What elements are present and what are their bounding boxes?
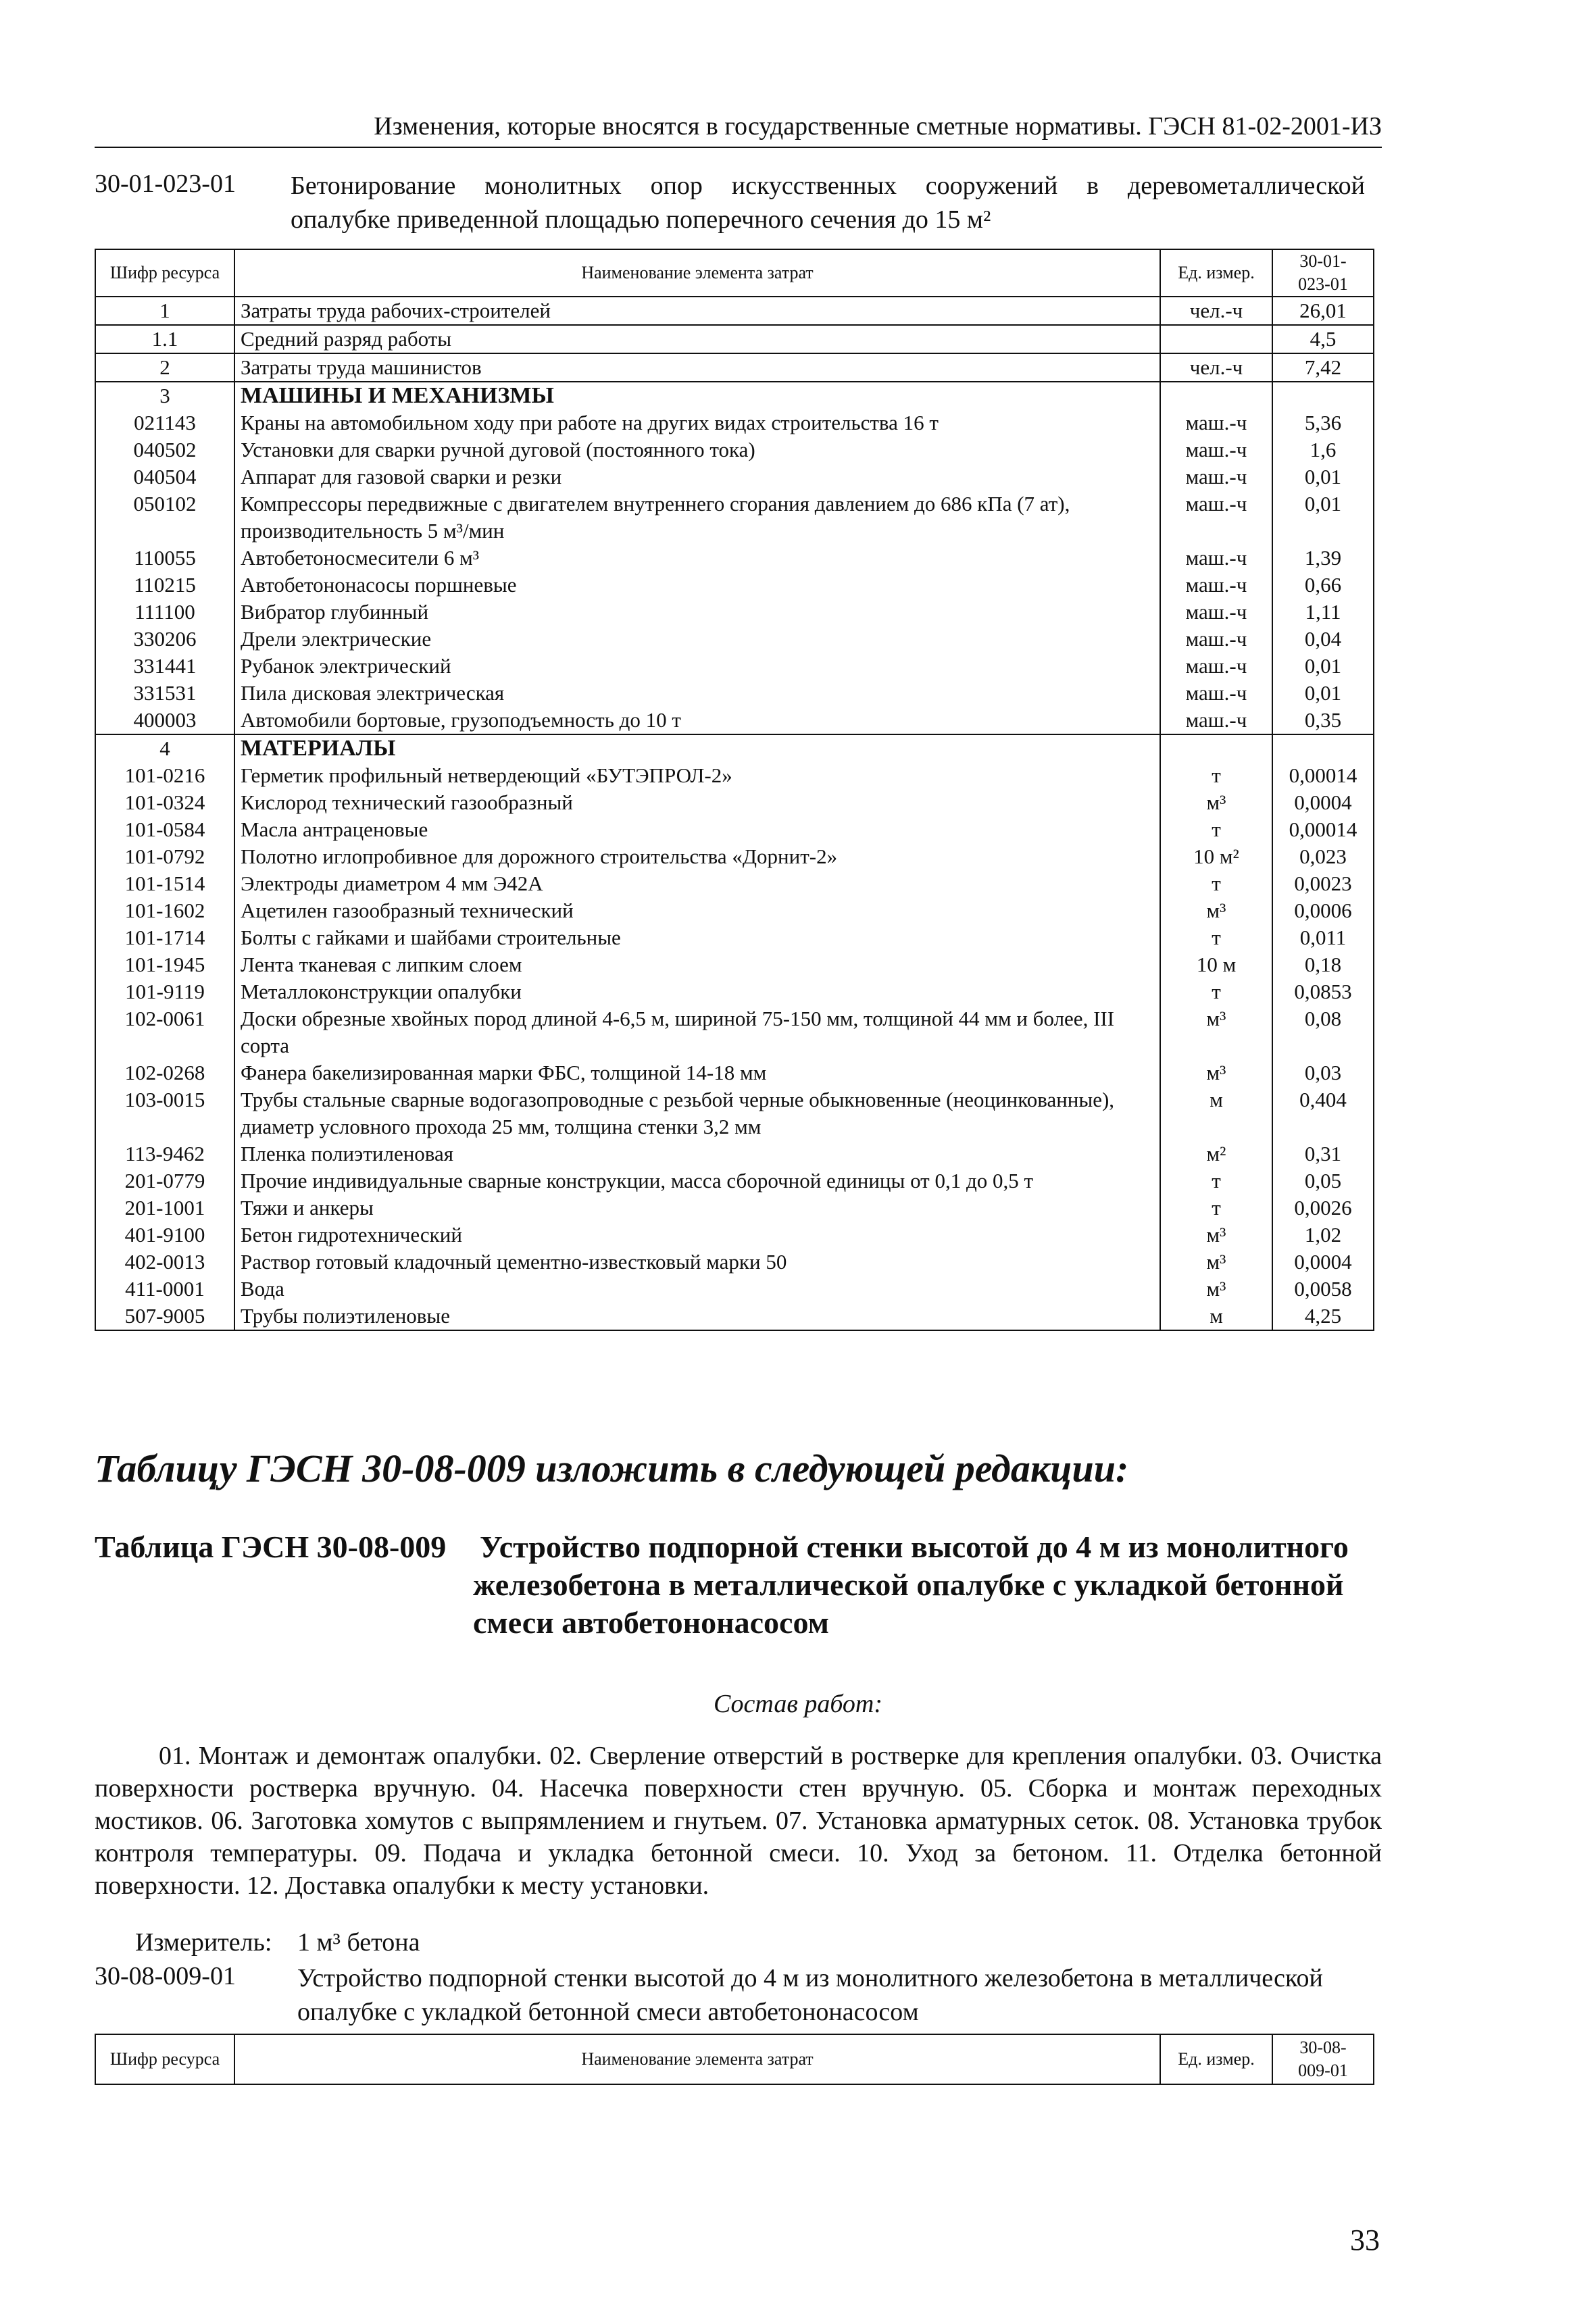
col-header-value: [1272, 249, 1374, 297]
cell-unit: т: [1160, 1194, 1272, 1222]
cell-value: 4,5: [1272, 325, 1374, 353]
cell-name: Рубанок электрический: [234, 653, 1160, 680]
table-row: [95, 1222, 1374, 1249]
cell-value: 0,18: [1272, 951, 1374, 978]
cell-name: Лента тканевая с липким слоем: [234, 951, 1160, 978]
norm1-description-line1: Бетонирование монолитных опор искусственных сооружений в деревометаллической: [291, 172, 1365, 200]
col-header-value-line1: 30-01-: [1299, 251, 1347, 271]
cell-value: 1,39: [1272, 545, 1374, 572]
norm2-code: 30-08-009-01: [95, 1962, 236, 1990]
cell-name: Металлоконструкции опалубки: [234, 978, 1160, 1005]
cell-code: 040504: [95, 463, 234, 491]
cell-code: 101-0584: [95, 816, 234, 843]
cell-code: 101-1714: [95, 924, 234, 951]
cell-unit: т: [1160, 870, 1272, 897]
table2-title-prefix: Таблица ГЭСН 30-08-009: [95, 1530, 447, 1564]
table-row: [95, 734, 1374, 762]
cell-value: 0,08: [1272, 1005, 1374, 1059]
cell-value: [1272, 734, 1374, 762]
table-row: [95, 789, 1374, 816]
t2-col-header-code: Шифр ресурса: [95, 2034, 234, 2084]
table-row: [95, 1140, 1374, 1167]
cell-code: 113-9462: [95, 1140, 234, 1167]
cell-unit: м²: [1160, 1140, 1272, 1167]
cell-code: 331531: [95, 680, 234, 707]
meter-value: 1 м³ бетона: [297, 1928, 420, 1957]
table-row: [95, 1194, 1374, 1222]
cell-code: 507-9005: [95, 1303, 234, 1330]
cell-name: Кислород технический газообразный: [234, 789, 1160, 816]
cell-code: 110055: [95, 545, 234, 572]
cell-code: 101-0792: [95, 843, 234, 870]
cell-name: Прочие индивидуальные сварные конструкции, масса сборочной единицы от 0,1 до 0,5 т: [234, 1167, 1160, 1194]
cell-value: 0,03: [1272, 1059, 1374, 1086]
cell-name: Доски обрезные хвойных пород длиной 4-6,5 м, шириной 75-150 мм, толщиной 44 мм и более, III сорта: [234, 1005, 1160, 1059]
norm2-description-line2: опалубке с укладкой бетонной смеси автобетононасосом: [297, 1998, 919, 2026]
cell-value: 7,42: [1272, 353, 1374, 382]
cell-name: Установки для сварки ручной дуговой (постоянного тока): [234, 436, 1160, 463]
cell-name: Дрели электрические: [234, 626, 1160, 653]
cell-unit: т: [1160, 1167, 1272, 1194]
cell-value: 0,0058: [1272, 1276, 1374, 1303]
cell-name: Масла антраценовые: [234, 816, 1160, 843]
table-row: [95, 463, 1374, 491]
cell-code: 101-1602: [95, 897, 234, 924]
cell-unit: м³: [1160, 1249, 1272, 1276]
table-row: [95, 653, 1374, 680]
cell-code: 101-1945: [95, 951, 234, 978]
cell-code: 111100: [95, 599, 234, 626]
cell-unit: маш.-ч: [1160, 545, 1272, 572]
cell-code: 1: [95, 297, 234, 325]
cell-name: Средний разряд работы: [234, 325, 1160, 353]
cell-name: МАШИНЫ И МЕХАНИЗМЫ: [234, 382, 1160, 409]
table-row: [95, 325, 1374, 353]
cell-unit: м³: [1160, 1005, 1272, 1059]
norm2-description-line1: Устройство подпорной стенки высотой до 4 м из монолитного железобетона в металлической: [297, 1964, 1323, 1992]
cell-unit: чел.-ч: [1160, 297, 1272, 325]
instruction-title: Таблицу ГЭСН 30-08-009 изложить в следующей редакции:: [95, 1447, 1129, 1490]
cell-name: Автобетононасосы поршневые: [234, 572, 1160, 599]
cell-value: 0,0026: [1272, 1194, 1374, 1222]
cell-value: 0,023: [1272, 843, 1374, 870]
cell-code: 4: [95, 734, 234, 762]
norm1-description-line2: опалубке приведенной площадью поперечного сечения до 15 м²: [291, 205, 991, 234]
cell-unit: м³: [1160, 1059, 1272, 1086]
table-row: [95, 816, 1374, 843]
cell-name: Вода: [234, 1276, 1160, 1303]
cell-value: 0,0004: [1272, 1249, 1374, 1276]
table-row: [95, 1303, 1374, 1330]
cell-value: 4,25: [1272, 1303, 1374, 1330]
cell-unit: чел.-ч: [1160, 353, 1272, 382]
cell-code: 331441: [95, 653, 234, 680]
cell-unit: м³: [1160, 1222, 1272, 1249]
cell-unit: м³: [1160, 1276, 1272, 1303]
cell-name: Фанера бакелизированная марки ФБС, толщиной 14-18 мм: [234, 1059, 1160, 1086]
cell-value: 26,01: [1272, 297, 1374, 325]
cell-code: 101-0324: [95, 789, 234, 816]
cell-name: Бетон гидротехнический: [234, 1222, 1160, 1249]
cell-unit: т: [1160, 762, 1272, 789]
cell-value: 0,404: [1272, 1086, 1374, 1140]
cell-name: Краны на автомобильном ходу при работе на других видах строительства 16 т: [234, 409, 1160, 436]
cell-unit: маш.-ч: [1160, 463, 1272, 491]
cell-unit: маш.-ч: [1160, 409, 1272, 436]
meter-label: Измеритель:: [135, 1928, 272, 1957]
col-header-code: Шифр ресурса: [95, 249, 234, 297]
cell-value: 0,00014: [1272, 816, 1374, 843]
cell-unit: маш.-ч: [1160, 572, 1272, 599]
cell-code: 040502: [95, 436, 234, 463]
table-row: [95, 409, 1374, 436]
cell-value: 0,0004: [1272, 789, 1374, 816]
cell-name: Аппарат для газовой сварки и резки: [234, 463, 1160, 491]
cell-code: 330206: [95, 626, 234, 653]
works-list: 01. Монтаж и демонтаж опалубки. 02. Сверление отверстий в ростверке для крепления опалубки. 03. Очистка поверхности ростверка вручную. 04. Насечка поверхности стен вручную. 05. Сборка и монтаж переходных мостиков. 06. Заготовка хомутов с выпрямлением и гнутьем. 07. Установка арматурных сеток. 08. Установка трубок контроля температуры. 09. Подача и укладка бетонной смеси. 10. Уход за бетоном. 11. Отделка бетонной поверхности. 12. Доставка опалубки к месту установки.: [95, 1742, 1382, 1900]
cell-code: 101-0216: [95, 762, 234, 789]
cell-name: Раствор готовый кладочный цементно-известковый марки 50: [234, 1249, 1160, 1276]
cell-value: 0,66: [1272, 572, 1374, 599]
cell-unit: м³: [1160, 897, 1272, 924]
table-row: [95, 1005, 1374, 1059]
table-row: [95, 707, 1374, 734]
cell-value: 0,00014: [1272, 762, 1374, 789]
table-row: [95, 680, 1374, 707]
cell-unit: [1160, 325, 1272, 353]
cell-name: Компрессоры передвижные с двигателем внутреннего сгорания давлением до 686 кПа (7 ат), производительность 5 м³/мин: [234, 491, 1160, 545]
table2-title-line2: железобетона в металлической опалубке с укладкой бетонной: [473, 1567, 1344, 1602]
cell-value: 0,01: [1272, 463, 1374, 491]
cell-name: Электроды диаметром 4 мм Э42А: [234, 870, 1160, 897]
table-row: [95, 626, 1374, 653]
cell-code: 102-0061: [95, 1005, 234, 1059]
cell-name: Трубы стальные сварные водогазопроводные с резьбой черные обыкновенные (неоцинкованные), диаметр условного прохода 25 мм, толщина стенки 3,2 мм: [234, 1086, 1160, 1140]
cell-name: Вибратор глубинный: [234, 599, 1160, 626]
cell-code: 400003: [95, 707, 234, 734]
cell-code: 101-9119: [95, 978, 234, 1005]
cell-value: 0,05: [1272, 1167, 1374, 1194]
t2-col-header-unit: Ед. измер.: [1160, 2034, 1272, 2084]
works-heading: Состав работ:: [713, 1690, 883, 1718]
table-row: [95, 1249, 1374, 1276]
cell-value: 0,0853: [1272, 978, 1374, 1005]
cell-unit: маш.-ч: [1160, 436, 1272, 463]
table-row: [95, 924, 1374, 951]
cell-unit: [1160, 382, 1272, 409]
cell-code: 3: [95, 382, 234, 409]
resource-table-1: [95, 249, 1374, 1331]
cell-name: Полотно иглопробивное для дорожного строительства «Дорнит-2»: [234, 843, 1160, 870]
table-row: [95, 599, 1374, 626]
cell-name: Пленка полиэтиленовая: [234, 1140, 1160, 1167]
table-row: [95, 297, 1374, 325]
col-header-unit: Ед. измер.: [1160, 249, 1272, 297]
cell-name: Трубы полиэтиленовые: [234, 1303, 1160, 1330]
cell-value: 0,31: [1272, 1140, 1374, 1167]
col-header-name: Наименование элемента затрат: [234, 249, 1160, 297]
cell-code: 103-0015: [95, 1086, 234, 1140]
cell-value: 0,011: [1272, 924, 1374, 951]
cell-unit: маш.-ч: [1160, 491, 1272, 545]
cell-code: 401-9100: [95, 1222, 234, 1249]
cell-name: Автомобили бортовые, грузоподъемность до 10 т: [234, 707, 1160, 734]
cell-code: 411-0001: [95, 1276, 234, 1303]
t2-col-header-value-line1: 30-08-: [1299, 2038, 1347, 2057]
cell-value: 0,01: [1272, 680, 1374, 707]
cell-code: 101-1514: [95, 870, 234, 897]
cell-unit: т: [1160, 816, 1272, 843]
cell-unit: м³: [1160, 789, 1272, 816]
cell-unit: [1160, 734, 1272, 762]
table-row: [95, 1059, 1374, 1086]
cell-code: 050102: [95, 491, 234, 545]
table2-title-line1: Устройство подпорной стенки высотой до 4 м из монолитного: [480, 1530, 1349, 1564]
cell-name: Ацетилен газообразный технический: [234, 897, 1160, 924]
cell-value: [1272, 382, 1374, 409]
cell-unit: т: [1160, 924, 1272, 951]
table-row: [95, 1167, 1374, 1194]
cell-value: 0,01: [1272, 491, 1374, 545]
table-row: [95, 491, 1374, 545]
cell-code: 2: [95, 353, 234, 382]
table-row: [95, 978, 1374, 1005]
t2-col-header-value-line2: 009-01: [1298, 2061, 1348, 2080]
table-row: [95, 572, 1374, 599]
cell-value: 1,11: [1272, 599, 1374, 626]
cell-code: 402-0013: [95, 1249, 234, 1276]
cell-name: Герметик профильный нетвердеющий «БУТЭПРОЛ-2»: [234, 762, 1160, 789]
cell-name: Затраты труда машинистов: [234, 353, 1160, 382]
table-row: [95, 843, 1374, 870]
table-row: [95, 870, 1374, 897]
cell-name: Тяжи и анкеры: [234, 1194, 1160, 1222]
cell-value: 0,0023: [1272, 870, 1374, 897]
table2-title-line3: смеси автобетононасосом: [473, 1605, 829, 1640]
norm1-code: 30-01-023-01: [95, 170, 236, 198]
cell-value: 1,02: [1272, 1222, 1374, 1249]
table-row: [95, 353, 1374, 382]
cell-unit: т: [1160, 978, 1272, 1005]
cell-code: 110215: [95, 572, 234, 599]
cell-value: 5,36: [1272, 409, 1374, 436]
cell-unit: м: [1160, 1303, 1272, 1330]
t2-col-header-value: [1272, 2034, 1374, 2084]
cell-value: 1,6: [1272, 436, 1374, 463]
cell-value: 0,04: [1272, 626, 1374, 653]
table-row: [95, 762, 1374, 789]
col-header-value-line2: 023-01: [1298, 274, 1348, 294]
cell-unit: м: [1160, 1086, 1272, 1140]
cell-unit: 10 м²: [1160, 843, 1272, 870]
cell-name: Пила дисковая электрическая: [234, 680, 1160, 707]
cell-code: 102-0268: [95, 1059, 234, 1086]
cell-unit: маш.-ч: [1160, 680, 1272, 707]
cell-unit: маш.-ч: [1160, 626, 1272, 653]
cell-unit: маш.-ч: [1160, 653, 1272, 680]
table-row: [95, 545, 1374, 572]
table-row: [95, 897, 1374, 924]
table-row: [95, 1276, 1374, 1303]
cell-code: 1.1: [95, 325, 234, 353]
table-row: [95, 951, 1374, 978]
table-row: [95, 1086, 1374, 1140]
t2-col-header-name: Наименование элемента затрат: [234, 2034, 1160, 2084]
resource-table-2: [95, 2034, 1374, 2085]
cell-value: 0,0006: [1272, 897, 1374, 924]
table-row: [95, 382, 1374, 409]
page-number: 33: [1350, 2223, 1380, 2257]
cell-name: Болты с гайками и шайбами строительные: [234, 924, 1160, 951]
cell-value: 0,35: [1272, 707, 1374, 734]
cell-code: 021143: [95, 409, 234, 436]
cell-name: Автобетоносмесители 6 м³: [234, 545, 1160, 572]
cell-code: 201-1001: [95, 1194, 234, 1222]
cell-name: Затраты труда рабочих-строителей: [234, 297, 1160, 325]
cell-code: 201-0779: [95, 1167, 234, 1194]
cell-unit: маш.-ч: [1160, 707, 1272, 734]
cell-unit: маш.-ч: [1160, 599, 1272, 626]
cell-value: 0,01: [1272, 653, 1374, 680]
page-header: Изменения, которые вносятся в государственные сметные нормативы. ГЭСН 81-02-2001-ИЗ: [95, 111, 1382, 148]
cell-name: МАТЕРИАЛЫ: [234, 734, 1160, 762]
cell-unit: 10 м: [1160, 951, 1272, 978]
table-row: [95, 436, 1374, 463]
